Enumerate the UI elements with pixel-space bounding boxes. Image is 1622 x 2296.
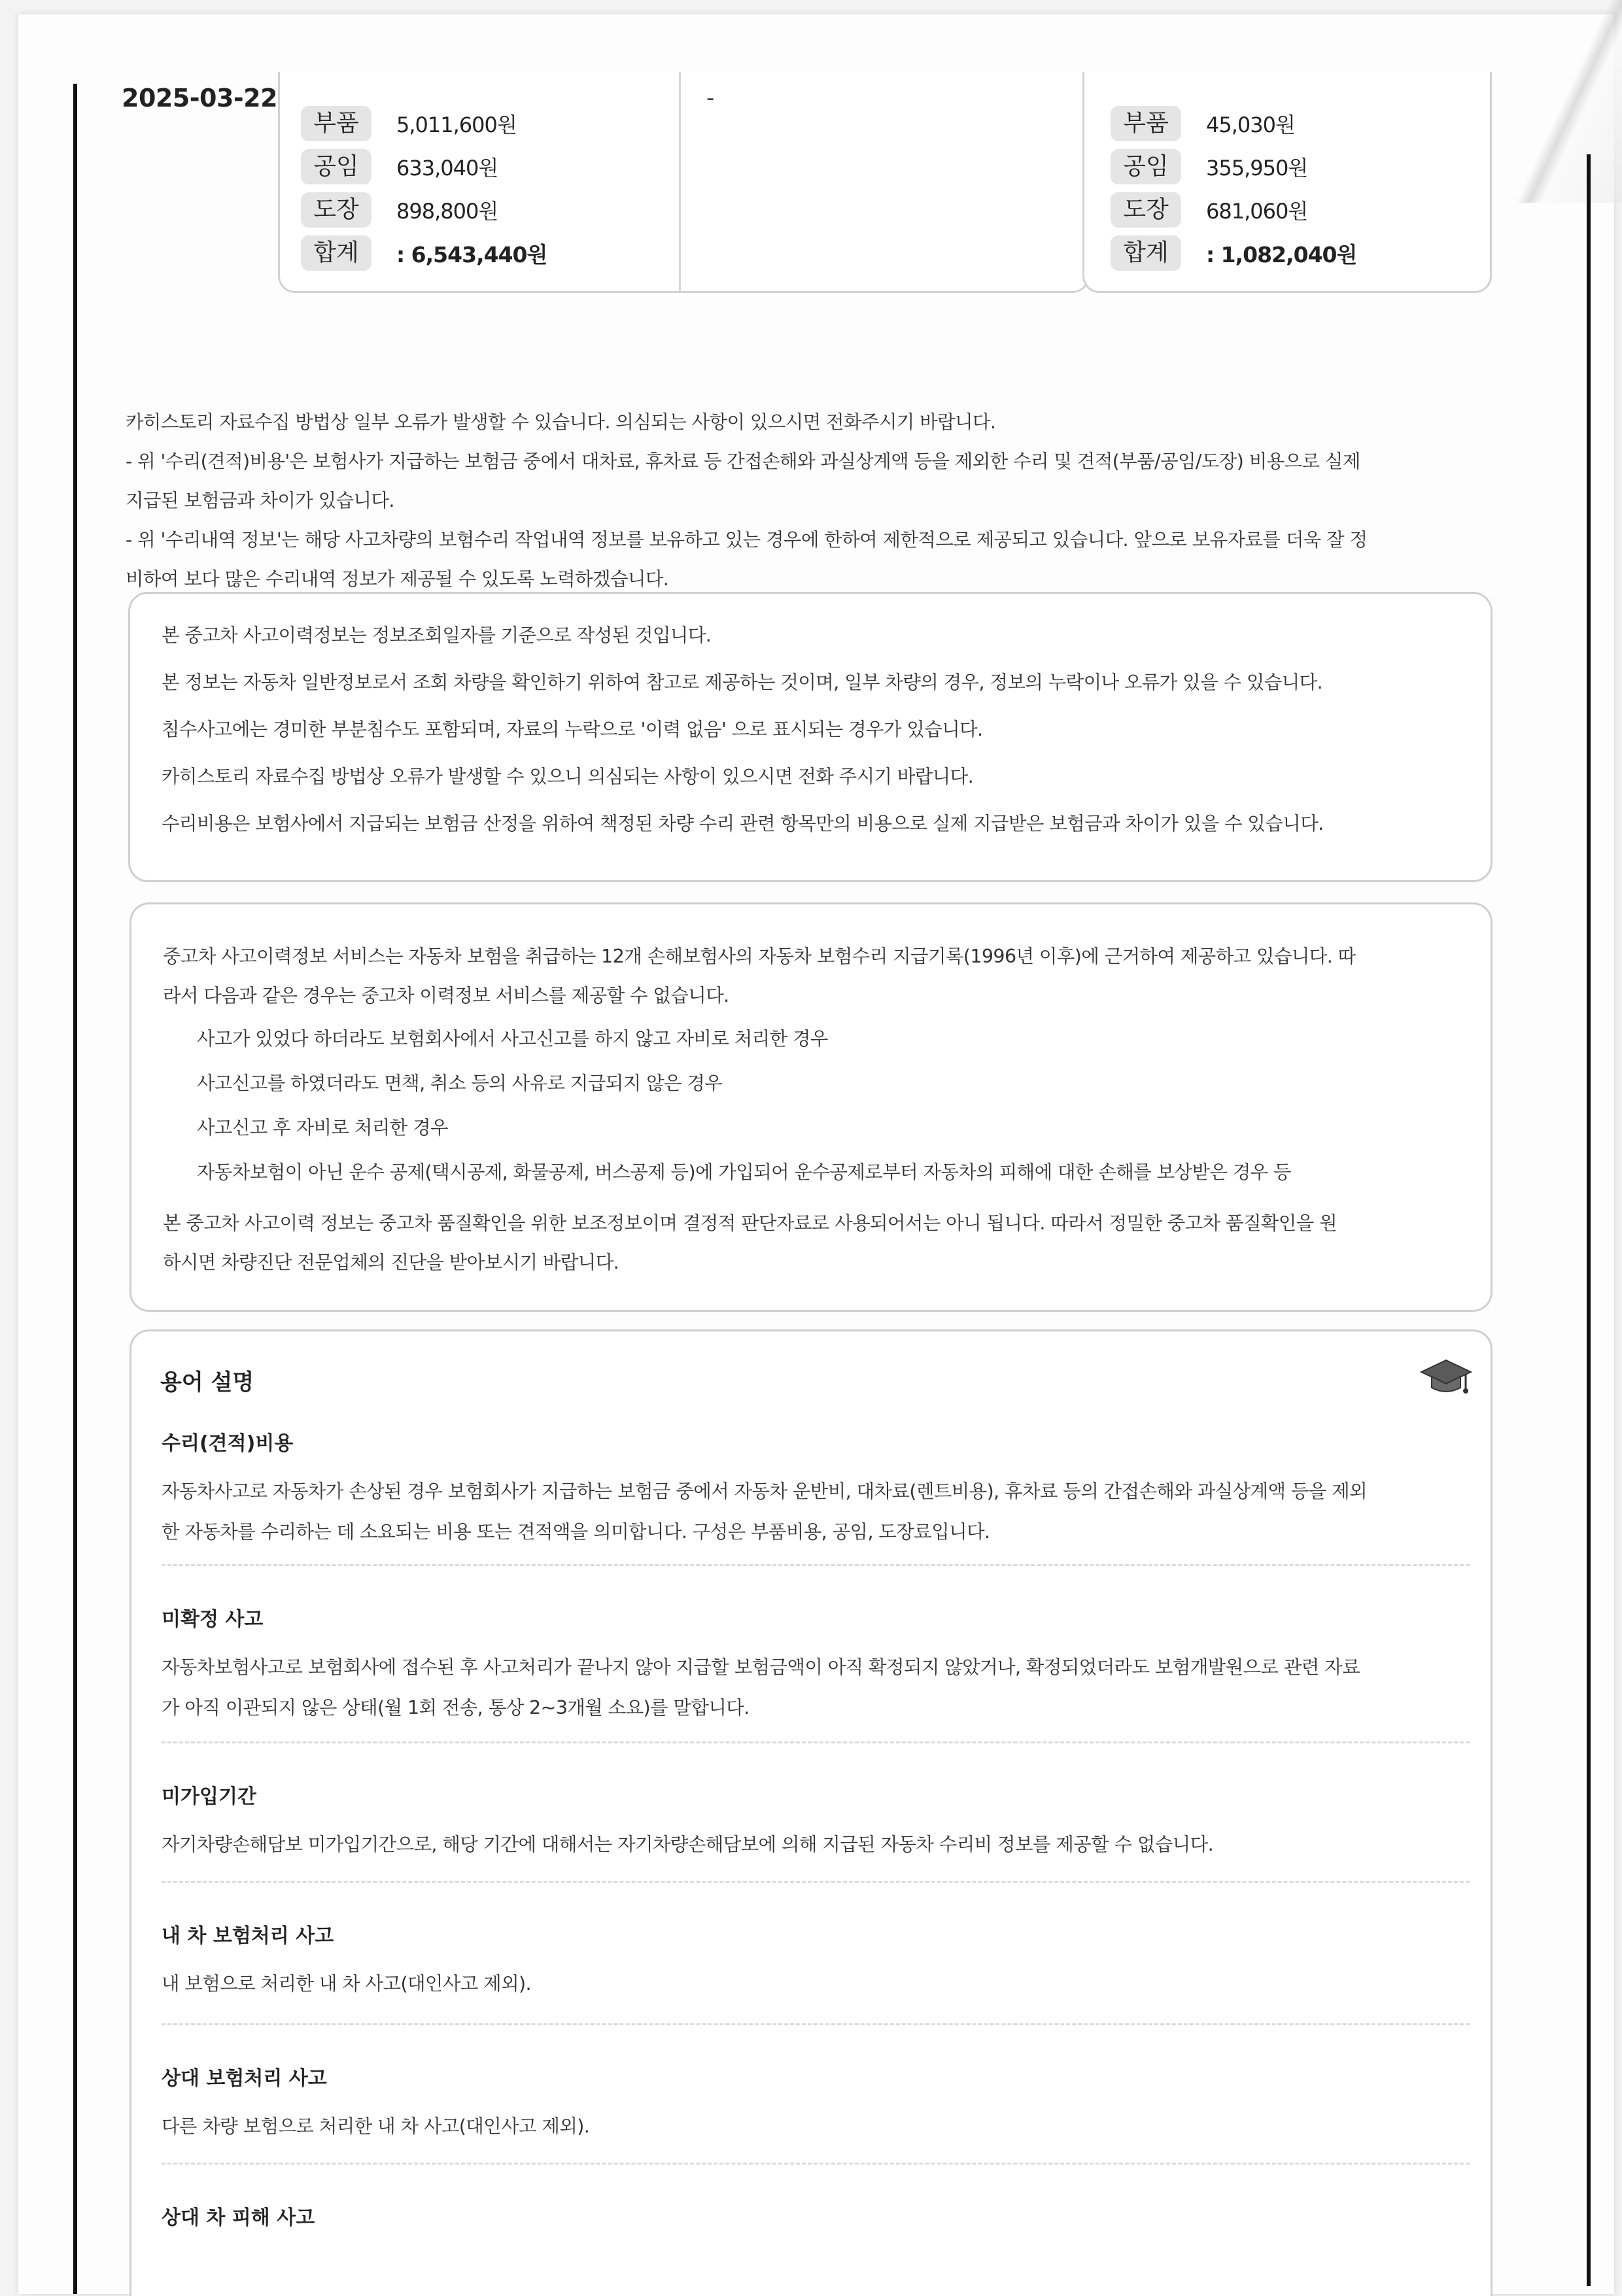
cost-value: 355,950원 — [1206, 156, 1308, 180]
info-line: 카히스토리 자료수집 방법상 오류가 발생할 수 있으니 의심되는 사항이 있으시면 전화 주시기 바랍니다. — [162, 766, 974, 787]
service-outro-line: 하시면 차량진단 전문업체의 진단을 받아보시기 바랍니다. — [163, 1252, 619, 1273]
cost-row-parts — [1111, 102, 1356, 145]
cost-row-parts — [301, 102, 547, 145]
cost-label: 합계 — [301, 235, 371, 271]
glossary-item — [162, 1430, 1470, 1566]
glossary-list — [162, 1430, 1470, 2243]
cost-row-paint — [1111, 188, 1356, 231]
glossary-term: 수리(견적)비용 — [162, 1432, 294, 1455]
glossary-item — [162, 1743, 1470, 1883]
service-limitations-box — [129, 902, 1493, 1312]
exclusion-item: 사고신고를 하였더라도 면책, 취소 등의 사유로 지급되지 않은 경우 — [197, 1072, 723, 1094]
cost-label: 부품 — [1111, 106, 1181, 141]
glossary-desc: 내 보험으로 처리한 내 차 사고(대인사고 제외). — [162, 1973, 532, 1995]
glossary-item — [162, 2165, 1470, 2243]
info-lines — [162, 620, 1324, 855]
left-margin-line — [73, 84, 77, 2294]
notice-line: - 위 '수리내역 정보'는 해당 사고차량의 보험수리 작업내역 정보를 보유하고 있는 경우에 한하여 제한적으로 제공되고 있습니다. 앞으로 보유자료를 더욱 잘 정 — [126, 529, 1368, 551]
glossary-item — [162, 2025, 1470, 2165]
cost-row-total — [301, 231, 547, 275]
cost-value: 681,060원 — [1206, 199, 1308, 224]
cost-label: 공임 — [301, 149, 371, 184]
cost-row-labor — [1111, 145, 1356, 188]
glossary-box — [129, 1329, 1493, 2296]
glossary-desc: 다른 차량 보험으로 처리한 내 차 사고(대인사고 제외). — [162, 2116, 590, 2137]
glossary-desc-line: 자동차사고로 자동차가 손상된 경우 보험회사가 지급하는 보험금 중에서 자동차 운반비, 대차료(렌트비용), 휴차료 등의 간접손해와 과실상계액 등을 제외 — [162, 1481, 1368, 1502]
cost-label: 도장 — [301, 192, 371, 228]
glossary-term: 미확정 사고 — [162, 1608, 264, 1631]
cost-value: 45,030원 — [1206, 112, 1295, 137]
exclusion-item: 사고신고 후 자비로 처리한 경우 — [197, 1117, 448, 1139]
glossary-term: 상대 보험처리 사고 — [162, 2067, 327, 2090]
accident-date: 2025-03-22 — [122, 84, 278, 112]
info-line: 본 정보는 자동차 일반정보로서 조회 차량을 확인하기 위하여 참고로 제공하는 것이며, 일부 차량의 경우, 정보의 누락이나 오류가 있을 수 있습니다. — [162, 672, 1323, 693]
service-intro-line: 라서 다음과 같은 경우는 중고차 이력정보 서비스를 제공할 수 없습니다. — [163, 985, 729, 1006]
info-line: 본 중고차 사고이력정보는 정보조회일자를 기준으로 작성된 것입니다. — [162, 625, 712, 646]
cost-value: 898,800원 — [396, 199, 498, 224]
cost-row-labor — [301, 145, 547, 188]
cost-rows — [301, 102, 547, 275]
notice-line: - 위 '수리(견적)비용'은 보험사가 지급하는 보험금 중에서 대차료, 휴차료 등 간접손해와 과실상계액 등을 제외한 수리 및 견적(부품/공임/도장) 비용으로 실제 — [126, 451, 1360, 472]
cost-label: 공임 — [1111, 149, 1181, 184]
glossary-desc: 자기차량손해담보 미가입기간으로, 해당 기간에 대해서는 자기차량손해담보에 의해 지급된 자동차 수리비 정보를 제공할 수 없습니다. — [162, 1834, 1214, 1855]
notice-line: 지급된 보험금과 차이가 있습니다. — [126, 490, 394, 511]
notice-line: 카히스토리 자료수집 방법상 일부 오류가 발생할 수 있습니다. 의심되는 사항이 있으시면 전화주시기 바랍니다. — [126, 411, 996, 433]
exclusion-item: 자동차보험이 아닌 운수 공제(택시공제, 화물공제, 버스공제 등)에 가입되어 운수공제로부터 자동차의 피해에 대한 손해를 보상받은 경우 등 — [197, 1161, 1291, 1183]
notice-line: 비하여 보다 많은 수리내역 정보가 제공될 수 있도록 노력하겠습니다. — [126, 568, 669, 590]
info-line: 침수사고에는 경미한 부분침수도 포함되며, 자료의 누락으로 '이력 없음' 으로 표시되는 경우가 있습니다. — [162, 719, 983, 740]
glossary-term: 상대 차 피해 사고 — [162, 2206, 315, 2229]
glossary-desc — [162, 1471, 1470, 1552]
glossary-desc-line: 가 아직 이관되지 않은 상태(월 1회 전송, 통상 2~3개월 소요)를 말합니다. — [162, 1697, 750, 1719]
glossary-term: 내 차 보험처리 사고 — [162, 1925, 334, 1947]
cost-rows — [1111, 102, 1356, 275]
glossary-desc-line: 한 자동차를 수리하는 데 소요되는 비용 또는 견적액을 의미합니다. 구성은 부품비용, 공임, 도장료입니다. — [162, 1521, 990, 1543]
service-outro-line: 본 중고차 사고이력 정보는 중고차 품질확인을 위한 보조정보이며 결정적 판단자료로 사용되어서는 아니 됩니다. 따라서 정밀한 중고차 품질확인을 원 — [163, 1212, 1337, 1234]
glossary-desc-line: 자동차보험사고로 보험회사에 접수된 후 사고처리가 끝나지 않아 지급할 보험금액이 아직 확정되지 않았거나, 확정되었더라도 보험개발원으로 관련 자료 — [162, 1656, 1360, 1678]
cost-total-value: : 1,082,040원 — [1206, 241, 1357, 267]
cost-value: 5,011,600원 — [396, 112, 517, 137]
cost-value: 633,040원 — [396, 156, 498, 180]
empty-value: - — [706, 85, 715, 111]
cost-row-total — [1111, 231, 1356, 275]
page-fold-shadow — [1504, 0, 1622, 203]
column-divider — [679, 72, 681, 291]
service-content — [163, 937, 1464, 1282]
glossary-item — [162, 1566, 1470, 1743]
info-line: 수리비용은 보험사에서 지급되는 보험금 산정을 위하여 책정된 차량 수리 관련 항목만의 비용으로 실제 지급받은 보험금과 차이가 있을 수 있습니다. — [162, 813, 1324, 834]
glossary-term: 미가입기간 — [162, 1785, 256, 1808]
cost-label: 도장 — [1111, 192, 1181, 228]
service-intro-line: 중고차 사고이력정보 서비스는 자동차 보험을 취급하는 12개 손해보험사의 자동차 보험수리 지급기록(1996년 이후)에 근거하여 제공하고 있습니다. 따 — [163, 946, 1356, 967]
cost-row-paint — [301, 188, 547, 231]
service-intro — [163, 937, 1464, 1016]
repair-cost-notice — [126, 403, 1496, 599]
info-disclaimer-box — [128, 592, 1493, 882]
repair-cost-box-other-car — [1082, 72, 1492, 293]
graduation-cap-icon — [1420, 1355, 1472, 1401]
cost-total-value: : 6,543,440원 — [396, 241, 547, 267]
glossary-item — [162, 1883, 1470, 2025]
cost-label: 합계 — [1111, 235, 1181, 271]
right-margin-line — [1587, 154, 1591, 2286]
glossary-desc — [162, 1647, 1470, 1728]
service-outro — [163, 1204, 1464, 1282]
exclusion-list — [163, 1023, 1464, 1201]
glossary-title: 용어 설명 — [160, 1369, 254, 1396]
cost-label: 부품 — [301, 106, 371, 141]
repair-cost-box-my-car — [278, 72, 1090, 293]
exclusion-item: 사고가 있었다 하더라도 보험회사에서 사고신고를 하지 않고 자비로 처리한 경우 — [197, 1028, 828, 1050]
